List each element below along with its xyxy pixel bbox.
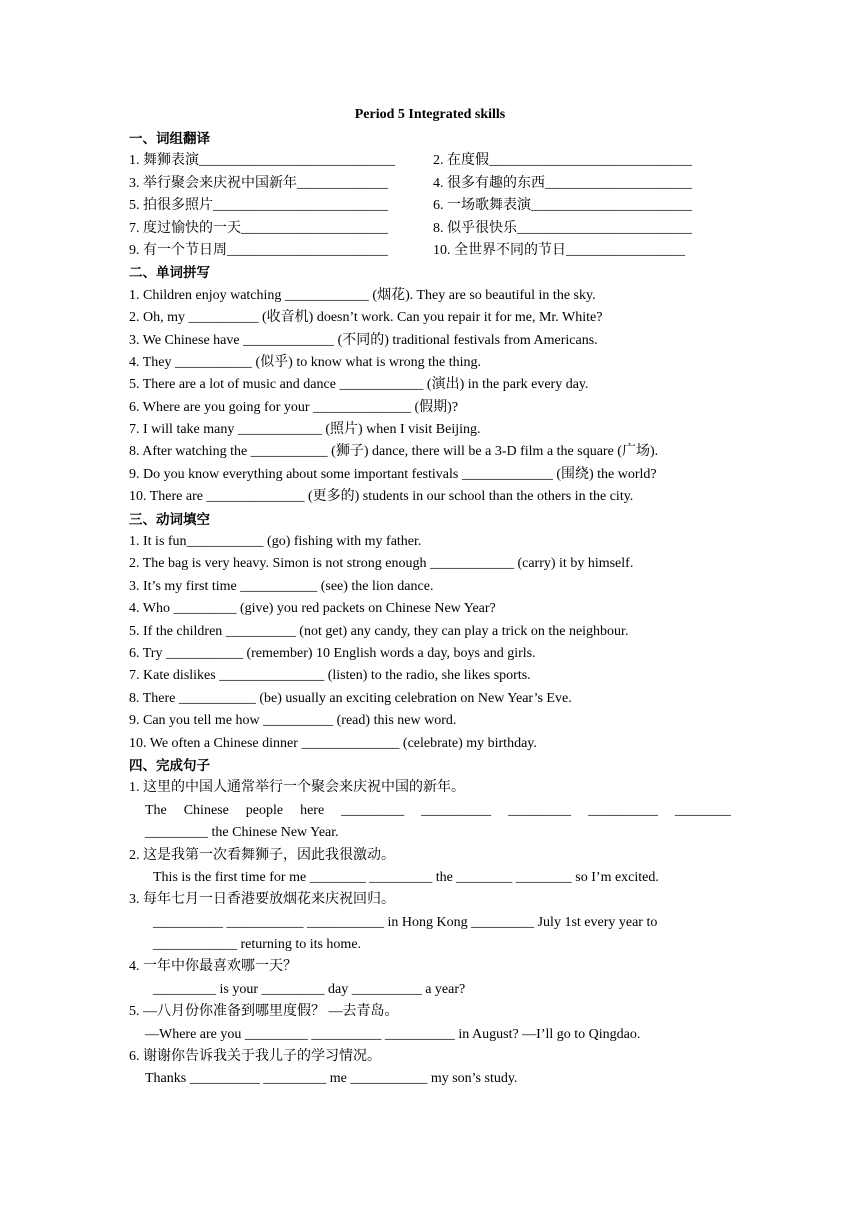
phrase-item: 7. 度过愉快的一天_____________________	[129, 220, 388, 236]
phrase-item: 8. 似乎很快乐_________________________	[433, 220, 692, 236]
spelling-item: 4. They ___________ (似乎) to know what is wrong the thing.	[129, 354, 482, 370]
spelling-item: 7. I will take many ____________ (照片) when I visit Beijing.	[129, 422, 481, 438]
sentence-prompt-cn: 3. 每年七月一日香港要放烟花来庆祝回归。	[129, 892, 395, 908]
verb-item: 6. Try ___________ (remember) 10 English words a day, boys and girls.	[129, 645, 536, 661]
sentence-prompt-cn: 2. 这是我第一次看舞狮子，因此我很激动。	[129, 847, 395, 863]
phrase-translation-grid	[129, 150, 749, 262]
phrase-item: 4. 很多有趣的东西_____________________	[433, 175, 692, 191]
verb-item: 4. Who _________ (give) you red packets on Chinese New Year?	[129, 601, 496, 617]
spelling-item: 8. After watching the ___________ (狮子) dance, there will be a 3-D film a the square (广场).	[129, 444, 659, 460]
sentence-answer-line: This is the first time for me ________ _________ the ________ ________ so I’m excited.	[153, 869, 659, 885]
answer-word: The	[145, 802, 167, 818]
answer-blank: _________	[508, 802, 572, 818]
verb-item: 9. Can you tell me how __________ (read) this new word.	[129, 713, 457, 729]
sentence-answer-line: _________ the Chinese New Year.	[145, 825, 339, 841]
verb-item: 10. We often a Chinese dinner ______________ (celebrate) my birthday.	[129, 735, 537, 751]
sentence-prompt-cn: 6. 谢谢你告诉我关于我儿子的学习情况。	[129, 1049, 381, 1065]
page-title: Period 5 Integrated skills	[354, 107, 506, 122]
phrase-item: 10. 全世界不同的节日_________________	[433, 242, 685, 258]
phrase-item: 2. 在度假_____________________________	[433, 153, 692, 169]
verb-item: 8. There ___________ (be) usually an exciting celebration on New Year’s Eve.	[129, 690, 572, 706]
section-heading-phrase-translation: 一、词组翻译	[129, 131, 210, 147]
sentence-prompt-cn: 4. 一年中你最喜欢哪一天？	[129, 959, 297, 975]
verb-item: 3. It’s my first time ___________ (see) the lion dance.	[129, 578, 434, 594]
spelling-item: 6. Where are you going for your ______________ (假期)?	[129, 399, 459, 415]
section-heading-verb-fill: 三、动词填空	[129, 511, 210, 528]
phrase-item: 5. 拍很多照片_________________________	[129, 198, 388, 214]
answer-blank: __________	[421, 802, 492, 818]
sentence-answer-line: _________ is your _________ day __________ a year?	[153, 981, 466, 997]
answer-blank: __________	[587, 802, 658, 818]
sentence-prompt-cn: 1. 这里的中国人通常举行一个聚会来庆祝中国的新年。	[129, 780, 465, 796]
sentence-answer-line: —Where are you _________ __________ __________ in August? —I’ll go to Qingdao.	[145, 1026, 641, 1042]
verb-item: 2. The bag is very heavy. Simon is not strong enough ____________ (carry) it by himself.	[129, 556, 634, 572]
answer-word: here	[300, 802, 325, 818]
answer-blank: _________	[341, 802, 405, 818]
phrase-item: 3. 举行聚会来庆祝中国新年_____________	[129, 175, 388, 191]
section-heading-word-spelling: 二、单词拼写	[129, 265, 210, 282]
verb-item: 1. It is fun___________ (go) fishing with my father.	[129, 534, 422, 550]
sentence-answer-line	[129, 800, 749, 822]
spelling-item: 10. There are ______________ (更多的) students in our school than the others in the city.	[129, 489, 634, 505]
answer-word: people	[245, 802, 284, 818]
spelling-item: 5. There are a lot of music and dance ____________ (演出) in the park every day.	[129, 377, 589, 393]
phrase-item: 1. 舞狮表演____________________________	[129, 153, 395, 169]
section-heading-complete-sentences: 四、完成句子	[129, 757, 210, 774]
sentence-answer-line: ____________ returning to its home.	[153, 937, 362, 953]
phrase-item: 6. 一场歌舞表演_______________________	[433, 198, 692, 214]
spelling-item: 3. We Chinese have _____________ (不同的) traditional festivals from Americans.	[129, 332, 598, 348]
spelling-item: 2. Oh, my __________ (收音机) doesn’t work. Can you repair it for me, Mr. White?	[129, 310, 603, 326]
worksheet-body	[129, 128, 749, 1091]
answer-word: Chinese	[183, 802, 229, 818]
spelling-item: 1. Children enjoy watching ____________ (烟花). They are so beautiful in the sky.	[129, 287, 596, 303]
spelling-item: 9. Do you know everything about some important festivals _____________ (围绕) the world?	[129, 466, 657, 482]
sentence-prompt-cn: 5. —八月份你准备到哪里度假？ —去青岛。	[129, 1004, 399, 1020]
sentence-answer-line: __________ ___________ ___________ in Hong Kong _________ July 1st every year to	[153, 914, 658, 930]
verb-item: 7. Kate dislikes _______________ (listen) to the radio, she likes sports.	[129, 668, 531, 684]
sentence-answer-line: Thanks __________ _________ me ___________ my son’s study.	[145, 1071, 518, 1087]
phrase-item: 9. 有一个节日周_______________________	[129, 242, 388, 258]
answer-blank: ________	[674, 802, 731, 818]
verb-item: 5. If the children __________ (not get) any candy, they can play a trick on the neighbour.	[129, 623, 629, 639]
